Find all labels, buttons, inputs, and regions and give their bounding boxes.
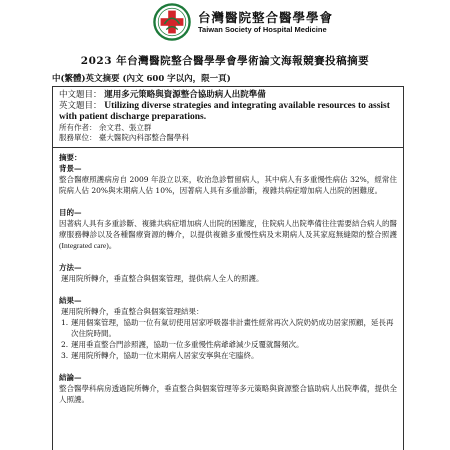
results-label: 結果— xyxy=(59,296,82,305)
background-text: 整合醫療照護病房自 2009 年設立以來，收治急診暫留病人，其中病人有多重慢性病佔 32%，經常住院病人佔 20%與末期病人佔 10%，因著病人具有多重診斷，複雜共病症增加病人出院的困難度。 xyxy=(59,175,397,195)
authors: 余文君、張立群 xyxy=(98,123,152,132)
unit-row xyxy=(59,133,397,143)
abstract-body xyxy=(53,148,403,405)
en-title-row xyxy=(59,101,397,123)
zh-title-label: 中文題目： xyxy=(59,90,102,100)
en-title-label: 英文題目： xyxy=(59,101,102,111)
abstract-form-box xyxy=(52,86,404,450)
en-title: Utilizing diverse strategies and integrating available resources to assist with patient discharge preparations. xyxy=(59,101,390,122)
title-section xyxy=(53,87,403,148)
conclusion-text: 整合醫學科病房透過院所轉介，垂直整合與個案管理等多元策略與資源整合協助病人出院準備，提供全人照護。 xyxy=(59,384,397,404)
background-label: 背景— xyxy=(59,164,82,173)
aim-paragraph xyxy=(59,218,397,251)
results-list xyxy=(59,317,397,361)
aim-text-en: (Integrated care) xyxy=(59,241,109,250)
authors-row xyxy=(59,123,397,133)
unit: 臺大醫院內科部整合醫學科 xyxy=(98,133,189,142)
authors-label: 所有作者： xyxy=(59,123,97,132)
org-name-en: Taiwan Society of Hospital Medicine xyxy=(198,25,327,34)
document-title: 2023 年台灣醫院整合醫學學會學術論文海報競賽投稿摘要 xyxy=(80,55,370,67)
list-item: 3. 運用院所轉介，協助一位末期病人居家安寧與在宅臨終。 xyxy=(61,351,259,360)
page-header xyxy=(153,3,393,47)
org-name-zh: 台灣醫院整合醫學學會 xyxy=(198,10,334,25)
zh-title-row xyxy=(59,90,397,101)
methods-text: 運用院所轉介，垂直整合與個案管理，提供病人全人的照護。 xyxy=(61,274,264,283)
society-logo-icon xyxy=(153,3,191,41)
unit-label: 服務單位： xyxy=(59,133,97,142)
zh-title: 運用多元策略與資源整合協助病人出院準備 xyxy=(104,90,266,100)
list-item: 2. 運用垂直整合門診照護，協助一位多重慢性病爺爺減少反覆就醫頻次。 xyxy=(61,340,304,349)
list-item: 1. 運用個案管理，協助一位有氣切使用居家呼吸器非計畫性經常再次入院奶奶成功居家照顧，延長再次住院時間。 xyxy=(61,318,394,338)
results-intro: 運用院所轉介，垂直整合與個案管理結果： xyxy=(61,307,204,316)
aim-text-end: 。 xyxy=(108,241,117,250)
methods-label: 方法— xyxy=(59,263,82,272)
aim-text: 因著病人具有多重診斷、複雜共病症增加病人出院的困難度，住院病人出院準備往往需要結合病人的醫療服務轉診以及各種醫療資源的轉介，以提供複雜多重慢性病及末期病人及其家庭無縫隙的整合照護 xyxy=(59,219,397,239)
abstract-heading: 摘要： xyxy=(59,153,82,162)
document-subtitle: 中(繁體)英文摘要 (內文 600 字以內，限一頁) xyxy=(52,74,231,84)
aim-label: 目的— xyxy=(59,208,82,217)
conclusion-label: 結論— xyxy=(59,373,82,382)
